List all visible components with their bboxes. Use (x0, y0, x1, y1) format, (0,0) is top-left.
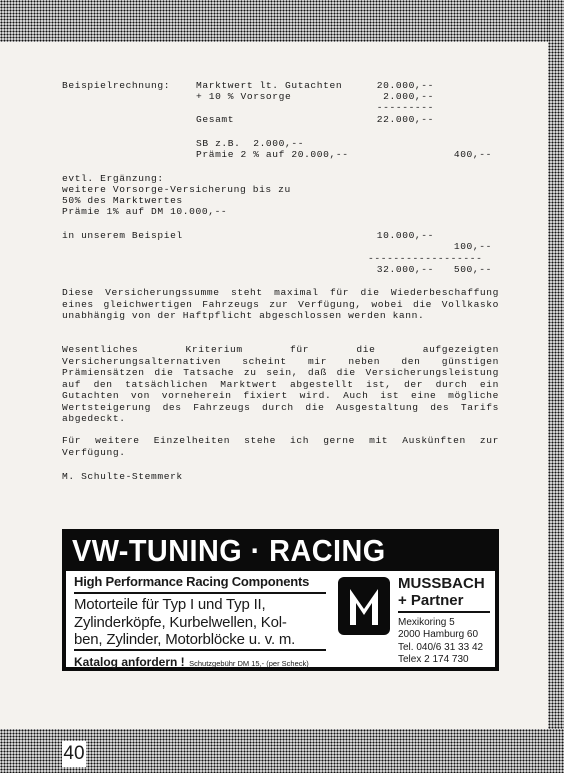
premium-label: Prämie 2 % auf 20.000,-- (196, 149, 349, 160)
paragraph-1: Diese Versicherungssumme steht maximal für die Wiederbeschaffung eines gleichwertigen Fahrzeugs zur Verfügung, wobei die Vollkasko unabhängig von der Haftpflicht abgeschlossen werden kann. (62, 287, 499, 321)
supplement-line-1: evtl. Ergänzung: (62, 173, 164, 184)
firm-address: Mexikoring 5 2000 Hamburg 60 Tel. 040/6 31 33 42 Telex 2 174 730 (398, 617, 484, 666)
separator-line: --------- (376, 102, 434, 113)
signature: M. Schulte-Stemmerk (62, 471, 183, 482)
ad-catalog-line (74, 653, 309, 671)
paragraph-2: Wesentliches Kriterium für die aufgezeigten Versicherungsalternativen scheint mir neben den günstigen Prämiensätzen die Tatsache zu sein, daß die Versicherungsleistung auf den tatsächlichen Marktwert abgestellt ist, der durch ein Gutachten von vorneherein fixiert wird. Auch ist eine mögliche Wertsteigerung des Fahrzeugs durch die Ausgestaltung des Tarifs abgedeckt. (62, 344, 499, 424)
sum-value-1: 32.000,-- (376, 264, 434, 275)
provision-label: + 10 % Vorsorge (196, 91, 292, 102)
total-value: 22.000,-- (376, 114, 434, 125)
ad-divider (74, 592, 326, 594)
market-value-label: Marktwert lt. Gutachten (196, 80, 343, 91)
separator-line-2: ------------------ (368, 253, 483, 264)
calc-label: Beispielrechnung: (62, 80, 171, 91)
ad-subtitle: High Performance Racing Components (74, 574, 310, 589)
market-value: 20.000,-- (376, 80, 434, 91)
premium-value: 400,-- (453, 149, 492, 160)
ad-body-text: Motorteile für Typ I und Typ II, Zylinderköpfe, Kurbelwellen, Kol- ben, Zylinder, Motorblöcke u. v. m. (74, 596, 296, 648)
provision-value: 2.000,-- (383, 91, 434, 102)
sb-label: SB z.B. 2.000,-- (196, 138, 305, 149)
supplement-line-2: weitere Vorsorge-Versicherung bis zu (62, 184, 291, 195)
paragraph-3: Für weitere Einzelheiten stehe ich gerne mit Auskünften zur Verfügung. (62, 435, 499, 458)
example-value-1: 10.000,-- (376, 230, 434, 241)
example-label: in unserem Beispiel (62, 230, 183, 241)
halftone-border-top (0, 0, 564, 42)
supplement-line-4: Prämie 1% auf DM 10.000,-- (62, 206, 228, 217)
catalog-request: Katalog anfordern ! (74, 655, 185, 669)
firm-name: MUSSBACH + Partner (398, 575, 485, 609)
ad-content-box (66, 571, 495, 667)
advertisement (62, 529, 499, 671)
catalog-fee-note: Schutzgebühr DM 15,- (per Scheck) (189, 659, 309, 668)
ad-divider-2 (74, 649, 326, 651)
example-value-2: 100,-- (453, 241, 492, 252)
m-logo-glyph-icon (350, 585, 378, 625)
sum-value-2: 500,-- (453, 264, 492, 275)
ad-title: VW-TUNING · RACING (72, 533, 386, 568)
total-label: Gesamt (196, 114, 235, 125)
halftone-border-right (548, 0, 564, 773)
page-number: 40 (62, 741, 86, 767)
supplement-line-3: 50% des Marktwertes (62, 195, 183, 206)
firm-divider (398, 611, 490, 613)
